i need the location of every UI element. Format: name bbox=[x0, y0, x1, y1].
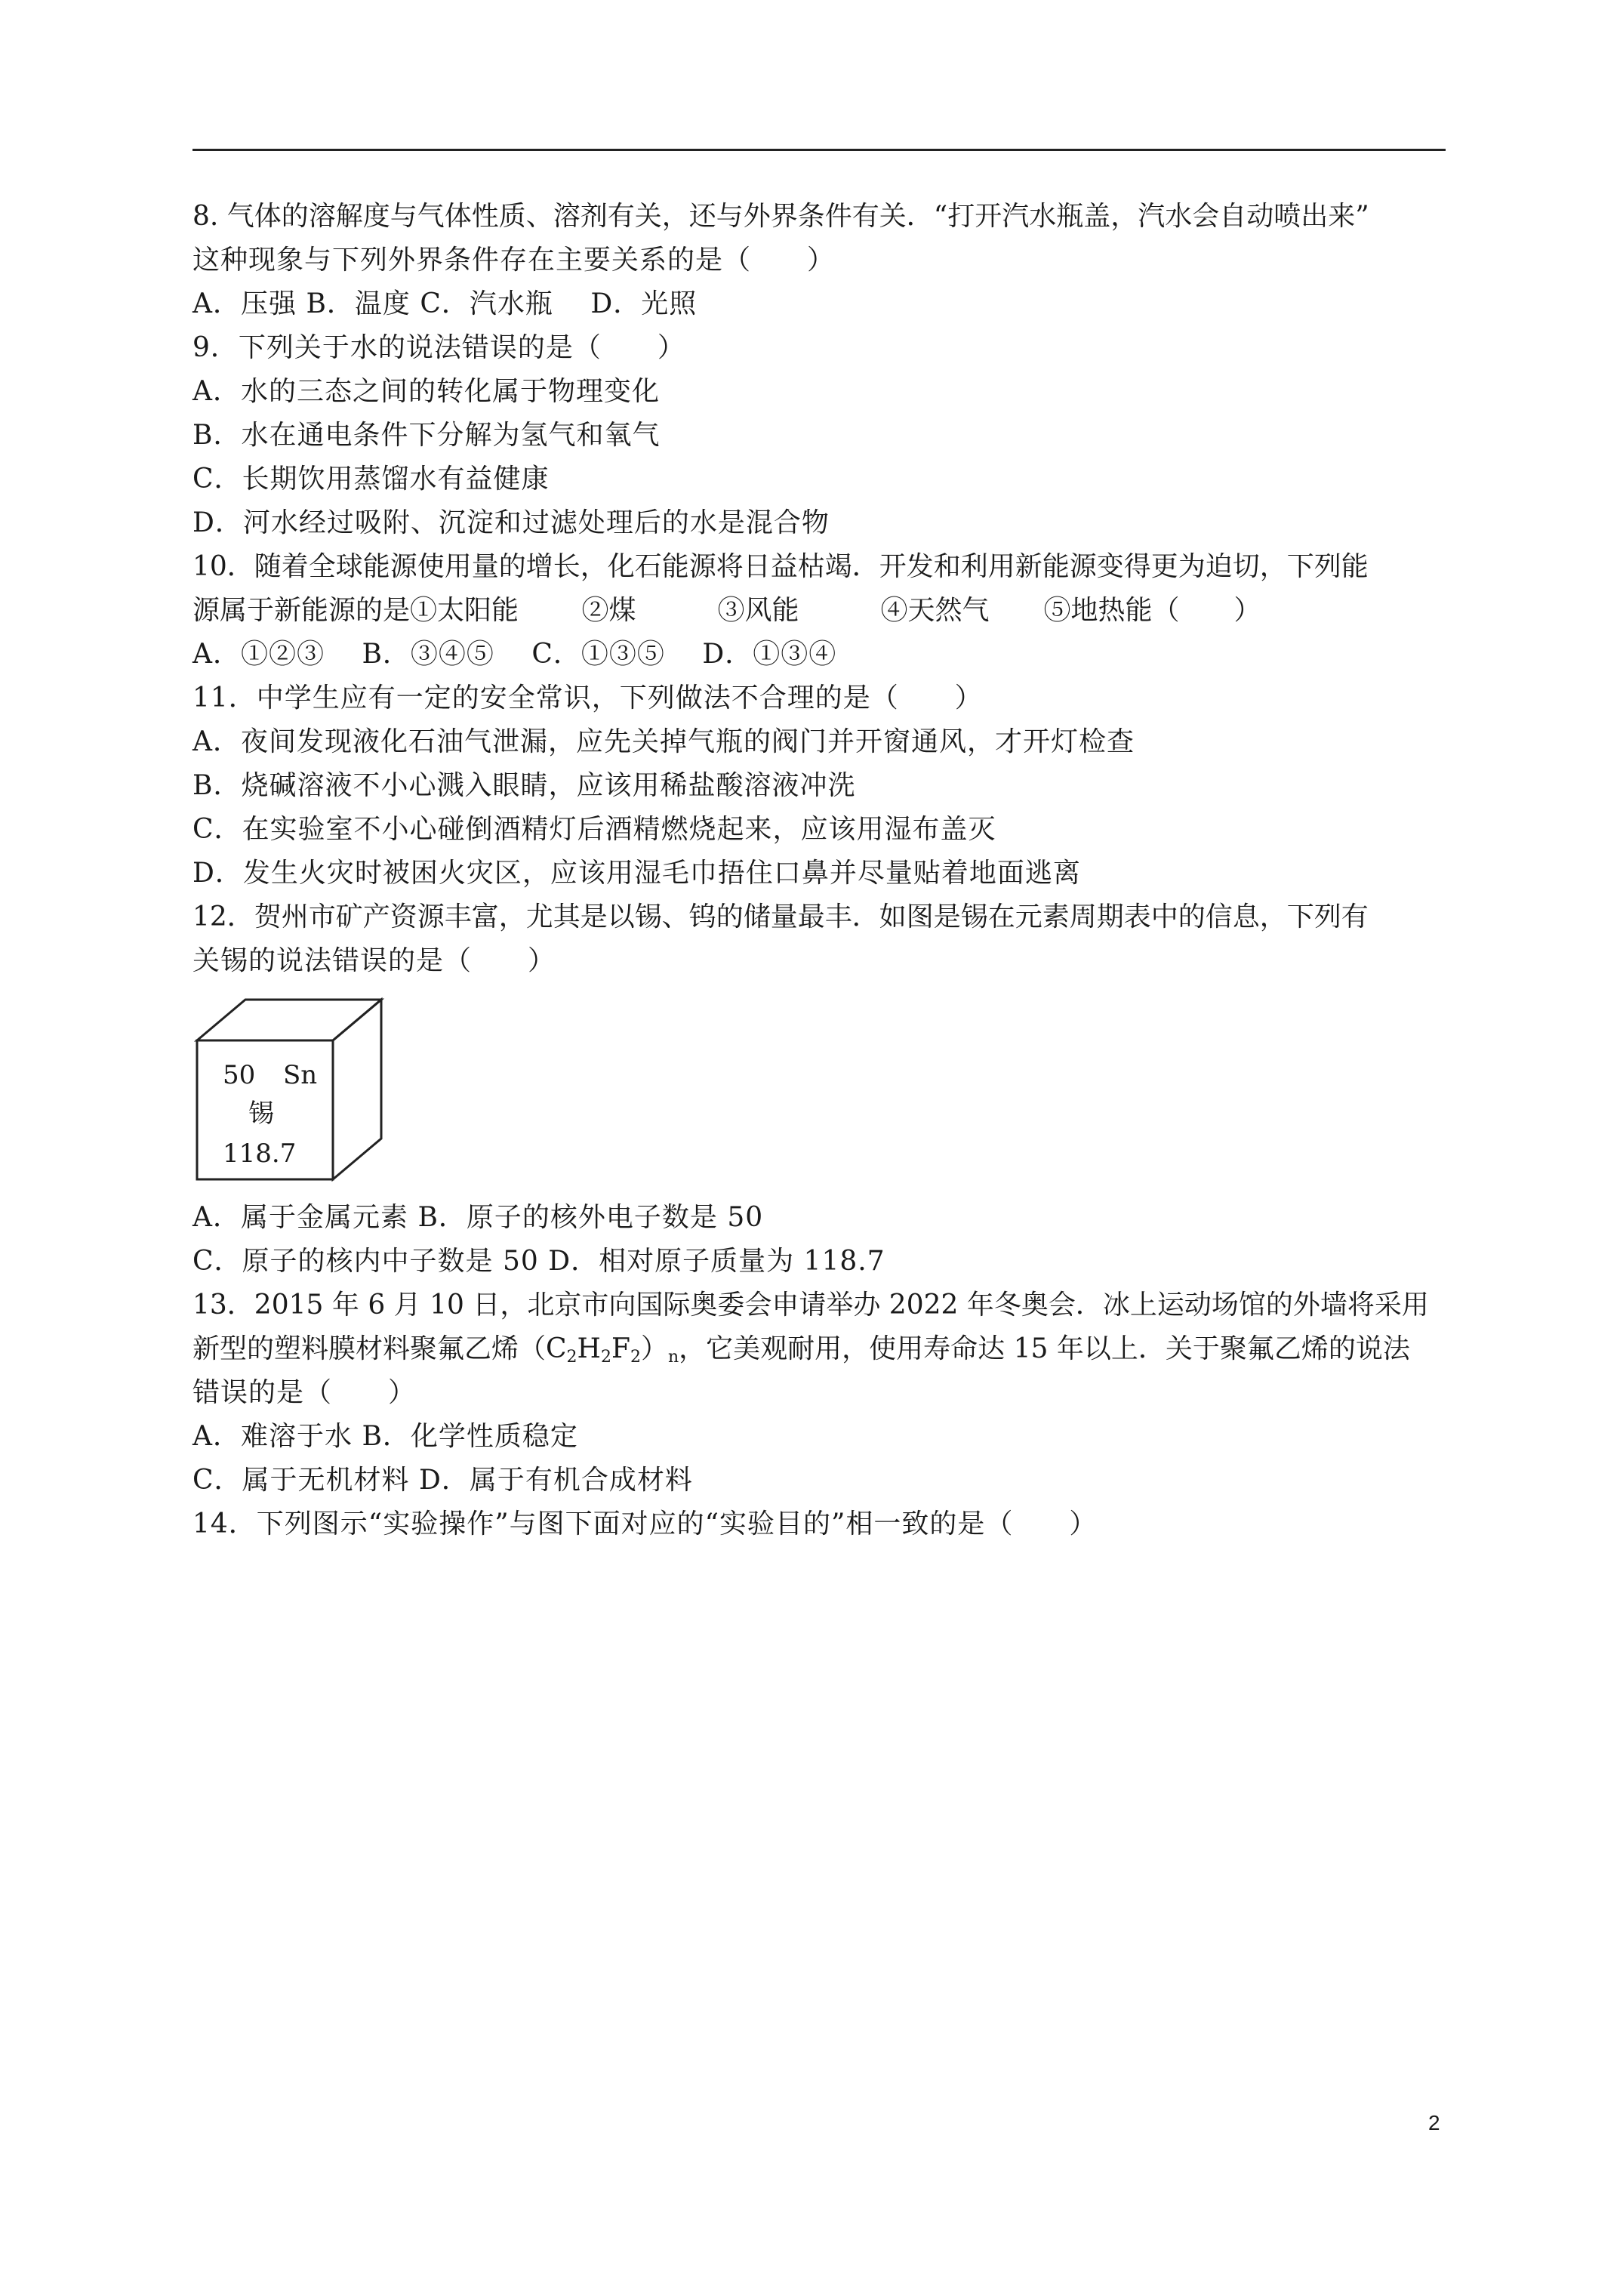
element-symbol: Sn bbox=[283, 1060, 318, 1090]
question-12-options-line-1: A．属于金属元素 B．原子的核外电子数是 50 bbox=[192, 1202, 764, 1233]
question-14 bbox=[192, 1502, 1453, 1546]
question-13-stem-line-2 bbox=[192, 1327, 1453, 1371]
question-8-stem-line-1: 8. 气体的溶解度与气体性质、溶剂有关，还与外界条件有关．“打开汽水瓶盖，汽水会自动喷出来” bbox=[192, 201, 1369, 232]
tin-element-cube-figure bbox=[192, 983, 494, 1196]
question-14-stem: 14．下列图示“实验操作”与图下面对应的“实验目的”相一致的是（ ） bbox=[192, 1509, 1098, 1539]
question-9 bbox=[192, 326, 1453, 545]
question-9-stem: 9．下列关于水的说法错误的是（ ） bbox=[192, 332, 685, 363]
element-atomic-mass: 118.7 bbox=[223, 1139, 297, 1169]
question-10 bbox=[192, 545, 1453, 676]
formula-subscript-c: 2 bbox=[566, 1348, 577, 1367]
question-9-option-c: C．长期饮用蒸馏水有益健康 bbox=[192, 464, 550, 495]
question-list bbox=[192, 195, 1453, 1546]
question-8 bbox=[192, 195, 1453, 326]
question-11-option-d: D．发生火灾时被困火灾区，应该用湿毛巾捂住口鼻并尽量贴着地面逃离 bbox=[192, 858, 1081, 889]
formula-subscript-n: n bbox=[667, 1348, 679, 1367]
question-10-options: A．①②③ B．③④⑤ C．①③⑤ D．①③④ bbox=[192, 639, 837, 670]
question-11-option-c: C．在实验室不小心碰倒酒精灯后酒精燃烧起来，应该用湿布盖灭 bbox=[192, 814, 996, 845]
question-11-option-a: A．夜间发现液化石油气泄漏，应先关掉气瓶的阀门并开窗通风，才开灯检查 bbox=[192, 726, 1135, 757]
cube-side-face bbox=[333, 1000, 381, 1179]
question-11-stem: 11．中学生应有一定的安全常识，下列做法不合理的是（ ） bbox=[192, 683, 983, 713]
question-12-stem-line-1: 12．贺州市矿产资源丰富，尤其是以锡、钨的储量最丰．如图是锡在元素周期表中的信息，下列有 bbox=[192, 901, 1369, 932]
formula-subscript-h: 2 bbox=[600, 1348, 611, 1367]
cube-top-face bbox=[197, 1000, 381, 1040]
formula-h: H bbox=[577, 1333, 601, 1364]
formula-suffix: ，它美观耐用，使用寿命达 15 年以上．关于聚氟乙烯的说法 bbox=[679, 1333, 1410, 1364]
question-13-stem-line-3: 错误的是（ ） bbox=[192, 1377, 417, 1408]
formula-close-paren: ） bbox=[640, 1333, 668, 1364]
header-rule bbox=[192, 149, 1446, 151]
question-13-options-line-2: C．属于无机材料 D．属于有机合成材料 bbox=[192, 1465, 693, 1496]
question-11-option-b: B．烧碱溶液不小心溅入眼睛，应该用稀盐酸溶液冲洗 bbox=[192, 770, 856, 801]
question-10-stem-line-2: 源属于新能源的是①太阳能 ②煤 ③风能 ④天然气 ⑤地热能（ ） bbox=[192, 595, 1261, 626]
formula-subscript-f: 2 bbox=[630, 1348, 641, 1367]
question-9-option-a: A．水的三态之间的转化属于物理变化 bbox=[192, 376, 660, 407]
formula-prefix: 新型的塑料膜材料聚氟乙烯（C bbox=[192, 1333, 567, 1364]
question-11 bbox=[192, 676, 1453, 895]
question-8-options: A．压强 B．温度 C．汽水瓶 D．光照 bbox=[192, 288, 698, 319]
question-10-stem-line-1: 10．随着全球能源使用量的增长，化石能源将日益枯竭．开发和利用新能源变得更为迫切，下列能 bbox=[192, 551, 1369, 582]
question-13-options-line-1: A．难溶于水 B．化学性质稳定 bbox=[192, 1421, 578, 1452]
question-8-stem-line-2: 这种现象与下列外界条件存在主要关系的是（ ） bbox=[192, 245, 836, 276]
question-12 bbox=[192, 895, 1453, 1284]
question-9-option-b: B．水在通电条件下分解为氢气和氧气 bbox=[192, 420, 661, 451]
question-12-options-line-2: C．原子的核内中子数是 50 D．相对原子质量为 118.7 bbox=[192, 1246, 885, 1277]
page-number: 2 bbox=[1428, 2111, 1440, 2134]
element-atomic-number: 50 bbox=[223, 1060, 256, 1090]
question-12-stem-line-2: 关锡的说法错误的是（ ） bbox=[192, 945, 556, 976]
question-9-option-d: D．河水经过吸附、沉淀和过滤处理后的水是混合物 bbox=[192, 507, 830, 538]
element-name: 锡 bbox=[248, 1099, 274, 1129]
question-13 bbox=[192, 1284, 1453, 1502]
question-13-stem-line-1: 13．2015 年 6 月 10 日，北京市向国际奥委会申请举办 2022 年冬奥会．冰上运动场馆的外墙将采用 bbox=[192, 1290, 1429, 1321]
formula-f: F bbox=[611, 1333, 630, 1364]
